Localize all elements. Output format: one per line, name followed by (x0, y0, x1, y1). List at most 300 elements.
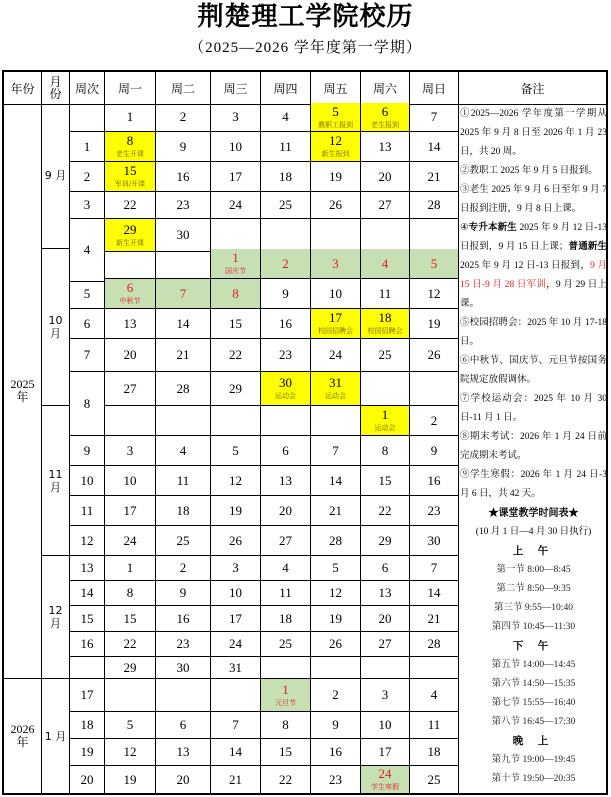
day-number: 12 (123, 744, 137, 759)
day-number: 29 (123, 659, 137, 675)
day-number: 2 (430, 412, 438, 428)
day-number: 25 (427, 771, 441, 787)
day-number: 2 (179, 560, 187, 575)
day-cell (105, 279, 156, 309)
day-cell (261, 606, 311, 632)
day-number: 1 (381, 407, 389, 422)
day-number: 27 (279, 532, 292, 548)
day-cell (361, 192, 410, 219)
week-number-label: 3 (83, 197, 91, 212)
day-cell (211, 581, 261, 606)
day-number: 26 (329, 197, 342, 212)
day-number: 23 (176, 636, 190, 651)
week-number (70, 766, 105, 793)
week-number (70, 309, 105, 339)
day-number: 1 (232, 250, 239, 265)
day-event-label: 老生开课 (116, 150, 144, 158)
day-cell (311, 436, 361, 466)
day-number: 17 (123, 502, 137, 518)
month-oct (42, 249, 70, 406)
day-cell (105, 339, 156, 372)
day-cell (311, 526, 361, 556)
month-dec-label: 12 月 (48, 604, 63, 630)
day-cell (410, 466, 459, 496)
day-cell (410, 526, 459, 556)
day-number: 8 (126, 133, 134, 148)
week-number-label: 14 (80, 585, 94, 600)
day-number: 25 (176, 532, 190, 548)
day-cell (211, 657, 261, 679)
day-number: 19 (229, 502, 242, 518)
period-10: 第十节 19:50—20:35 (491, 774, 576, 784)
day-cell (211, 466, 261, 496)
day-number: 22 (229, 347, 242, 362)
period-3: 第三节 9:55—10:40 (494, 603, 573, 613)
day-cell (105, 606, 156, 632)
week-number-label: 5 (83, 285, 91, 301)
day-number: 18 (427, 744, 441, 759)
day-cell (156, 279, 211, 309)
day-cell (105, 192, 156, 219)
day-number: 21 (176, 347, 190, 362)
day-cell (211, 132, 261, 162)
day-cell (211, 279, 261, 309)
day-cell (261, 632, 311, 657)
day-cell (361, 279, 410, 309)
day-number: 4 (381, 255, 389, 271)
day-number: 12 (329, 585, 342, 600)
day-event-label: 老生报到 (371, 120, 399, 129)
day-cell (261, 279, 311, 309)
day-cell (361, 712, 410, 739)
day-cell (410, 372, 459, 406)
day-number: 19 (123, 771, 137, 787)
day-cell (311, 162, 361, 192)
schedule-title: ★课堂教学时间表★ (488, 508, 579, 519)
day-cell (361, 526, 410, 556)
day-number: 1 (282, 681, 289, 697)
day-cell (261, 496, 311, 526)
day-cell (211, 606, 261, 632)
day-cell (261, 766, 311, 793)
day-event-label: 国庆节 (225, 267, 246, 275)
day-number: 5 (232, 442, 239, 458)
day-event-label: 军训/开课 (114, 180, 146, 188)
day-number: 4 (179, 442, 187, 458)
day-cell (156, 556, 211, 581)
header-notes: 备注 (459, 72, 606, 105)
day-cell (261, 556, 311, 581)
day-number: 20 (123, 347, 137, 362)
day-cell (156, 219, 211, 252)
week-number-label: 6 (83, 315, 91, 331)
day-cell (105, 309, 156, 339)
day-number: 11 (378, 285, 392, 301)
day-number: 9 (332, 717, 339, 732)
day-cell (311, 657, 361, 679)
day-cell (361, 219, 410, 252)
day-cell (410, 766, 459, 793)
day-number: 11 (279, 585, 292, 600)
week-number (70, 679, 105, 712)
day-number: 6 (179, 717, 187, 732)
day-cell (361, 581, 410, 606)
day-cell (410, 556, 459, 581)
day-number: 6 (126, 280, 134, 295)
week-number-label: 1 (83, 138, 91, 154)
day-event-label: 校园招聘会 (318, 327, 353, 335)
header-thu: 周四 (261, 72, 311, 105)
day-cell (156, 632, 211, 657)
day-cell (105, 657, 156, 679)
month-nov (42, 406, 70, 556)
week-number (70, 103, 105, 132)
day-number: 21 (427, 610, 441, 626)
day-cell (156, 581, 211, 606)
day-cell (261, 339, 311, 372)
day-number: 15 (229, 315, 242, 331)
day-number: 14 (427, 138, 441, 154)
day-number: 16 (427, 472, 441, 488)
day-number: 11 (279, 138, 292, 154)
day-number: 4 (430, 687, 438, 702)
day-number: 16 (176, 168, 190, 184)
day-number: 13 (378, 138, 392, 154)
day-cell (105, 103, 156, 132)
day-number: 30 (176, 659, 190, 675)
day-cell (211, 679, 261, 712)
day-number: 14 (427, 585, 441, 600)
day-cell (156, 339, 211, 372)
day-cell (211, 339, 261, 372)
day-number: 13 (279, 472, 292, 488)
week-number (70, 372, 105, 436)
day-cell (105, 372, 156, 406)
day-cell (311, 406, 361, 436)
day-cell (156, 309, 211, 339)
day-cell (261, 132, 311, 162)
week-number (70, 279, 105, 309)
header-year: 年份 (4, 72, 42, 105)
day-cell (361, 556, 410, 581)
day-cell (105, 162, 156, 192)
day-cell (105, 406, 156, 436)
period-7: 第七节 15:55—16:40 (491, 698, 576, 708)
day-number: 21 (427, 168, 441, 184)
week-number-label: 15 (80, 610, 94, 626)
day-cell (361, 309, 410, 339)
day-cell (410, 162, 459, 192)
day-number: 9 (282, 285, 289, 301)
period-1: 第一节 8:00—8:45 (496, 565, 571, 575)
week-number (70, 162, 105, 192)
day-number: 22 (378, 502, 392, 518)
period-4: 第四节 10:45—11:30 (491, 622, 576, 632)
day-number: 26 (427, 347, 441, 362)
page-subtitle: （2025—2026 学年度第一学期） (189, 40, 422, 56)
day-cell (311, 679, 361, 712)
day-cell (410, 581, 459, 606)
day-number: 30 (279, 375, 292, 390)
year-2026 (4, 679, 42, 793)
week-number (70, 632, 105, 657)
day-number: 4 (282, 109, 289, 124)
day-event-label: 教职工报到 (318, 120, 353, 129)
day-number: 26 (229, 532, 242, 548)
day-number: 13 (176, 744, 190, 759)
day-cell (211, 739, 261, 766)
day-number: 12 (427, 285, 441, 301)
day-cell (105, 632, 156, 657)
day-cell (311, 192, 361, 219)
header-sun: 周日 (410, 72, 459, 105)
week-number-label: 11 (80, 502, 94, 518)
day-cell (261, 219, 311, 252)
day-number: 23 (176, 197, 190, 212)
day-cell (410, 339, 459, 372)
day-cell (311, 739, 361, 766)
header-tue: 周二 (156, 72, 211, 105)
header-sat: 周六 (361, 72, 410, 105)
day-number: 22 (279, 771, 292, 787)
day-cell (311, 466, 361, 496)
day-number: 7 (332, 442, 339, 458)
day-cell (410, 279, 459, 309)
day-number: 11 (427, 717, 441, 732)
day-cell (105, 679, 156, 712)
day-cell (311, 632, 361, 657)
period-6: 第六节 14:50—15:35 (491, 679, 576, 689)
note-1: ①2025—2026 学年度第一学期从 2025 年 9 月 8 日至 2026 年 1 月 23 日，共 20 周。 (460, 109, 607, 157)
period-2: 第二节 8:50—9:35 (496, 584, 571, 594)
day-event-label: 运动会 (275, 392, 296, 400)
day-number: 21 (329, 502, 342, 518)
week-number (70, 556, 105, 581)
day-cell (311, 712, 361, 739)
day-number: 19 (329, 610, 342, 626)
day-event-label: 运动会 (374, 424, 396, 432)
day-cell (156, 192, 211, 219)
day-number: 26 (329, 636, 342, 651)
section-morning: 上 午 (512, 546, 555, 557)
day-number: 28 (427, 636, 441, 651)
day-cell (311, 103, 361, 132)
day-number: 9 (179, 138, 187, 154)
day-cell (261, 103, 311, 132)
day-number: 24 (229, 636, 242, 651)
note-4: ④专升本新生 2025 年 9 月 12 日-13 日报到，9 月 15 日上课；普通新生 2025 年 9 月 12 日-13 日报到，9 月 15 日-9 月 28 日军训，9 月 29 日上课。 (460, 223, 607, 309)
day-number: 14 (329, 472, 342, 488)
week-number-label: 2 (83, 168, 91, 184)
day-number: 14 (176, 315, 190, 331)
day-event-label: 中秋节 (119, 297, 141, 305)
week-number-label: 16 (80, 636, 94, 651)
day-cell (410, 309, 459, 339)
day-cell (410, 496, 459, 526)
day-number: 10 (329, 285, 342, 301)
day-event-label: 校园招聘会 (367, 327, 403, 335)
day-cell (410, 632, 459, 657)
day-number: 8 (126, 585, 134, 600)
week-number (70, 606, 105, 632)
section-evening: 晚 上 (512, 736, 555, 747)
day-number: 7 (430, 109, 438, 124)
week-number-label: 12 (80, 532, 94, 548)
day-cell (311, 309, 361, 339)
day-cell (361, 372, 410, 406)
day-cell (211, 632, 261, 657)
day-number: 17 (229, 610, 242, 626)
day-number: 23 (427, 502, 441, 518)
header-month-label: 月份 (49, 75, 62, 101)
day-number: 19 (427, 315, 441, 331)
day-cell (261, 712, 311, 739)
week-number-label: 10 (80, 472, 94, 488)
day-cell (261, 466, 311, 496)
note-9: ⑨学生寒假：2026 年 1 月 24 日-3 月 6 日，共 42 天。 (460, 470, 607, 499)
day-cell (261, 372, 311, 406)
day-number: 2 (332, 687, 339, 702)
day-number: 1 (126, 560, 134, 575)
day-cell (156, 496, 211, 526)
day-cell (261, 526, 311, 556)
month-jan-label: 1 月 (44, 729, 67, 743)
notes-panel (459, 105, 608, 795)
month-jan (42, 679, 70, 793)
day-cell (361, 339, 410, 372)
week-number (70, 581, 105, 606)
day-cell (410, 406, 459, 436)
day-cell (156, 132, 211, 162)
day-number: 6 (381, 560, 389, 575)
day-number: 12 (329, 133, 342, 148)
day-number: 6 (381, 103, 389, 119)
day-number: 15 (378, 472, 392, 488)
day-cell (211, 309, 261, 339)
schedule-range: (10 月 1 日—4 月 30 日执行) (475, 527, 592, 537)
day-cell (156, 657, 211, 679)
day-cell (410, 249, 459, 279)
day-cell (105, 739, 156, 766)
period-9: 第九节 19:00—19:45 (491, 755, 576, 765)
day-cell (211, 249, 261, 279)
day-cell (311, 496, 361, 526)
week-number (70, 739, 105, 766)
day-number: 18 (279, 610, 292, 626)
day-cell (261, 406, 311, 436)
day-number: 21 (229, 771, 242, 787)
day-number: 24 (123, 532, 137, 548)
day-cell (410, 606, 459, 632)
day-cell (156, 162, 211, 192)
day-number: 24 (329, 347, 342, 362)
day-cell (361, 496, 410, 526)
day-cell (311, 132, 361, 162)
day-number: 3 (232, 109, 239, 124)
week-number (70, 466, 105, 496)
day-number: 11 (176, 472, 190, 488)
day-number: 29 (229, 380, 242, 396)
day-cell (361, 436, 410, 466)
month-nov-label: 11 月 (48, 467, 63, 494)
week-number-label: 8 (83, 395, 91, 411)
day-number: 5 (126, 717, 134, 732)
note-6: ⑥中秋节、国庆节、元旦节按国务院规定放假调休。 (460, 356, 607, 385)
week-number-label: 9 (83, 442, 91, 458)
day-cell (361, 739, 410, 766)
day-number: 3 (126, 442, 134, 458)
day-cell (361, 466, 410, 496)
day-cell (156, 606, 211, 632)
day-cell (156, 406, 211, 436)
day-cell (211, 406, 261, 436)
day-number: 10 (229, 138, 242, 154)
day-cell (211, 162, 261, 192)
day-cell (261, 192, 311, 219)
day-cell (311, 556, 361, 581)
day-event-label: 元旦节 (275, 698, 296, 707)
day-cell (410, 103, 459, 132)
day-number: 20 (176, 771, 190, 787)
day-cell (410, 436, 459, 466)
day-number: 18 (378, 310, 392, 325)
day-cell (361, 406, 410, 436)
day-cell (261, 436, 311, 466)
day-cell (105, 436, 156, 466)
day-cell (105, 496, 156, 526)
day-cell (311, 219, 361, 252)
day-number: 3 (381, 687, 389, 702)
day-cell (261, 679, 311, 712)
day-cell (261, 581, 311, 606)
day-number: 5 (430, 255, 438, 271)
day-number: 31 (229, 659, 242, 675)
day-cell (211, 103, 261, 132)
day-number: 25 (279, 197, 292, 212)
day-cell (156, 372, 211, 406)
day-cell (410, 192, 459, 219)
day-number: 16 (176, 610, 190, 626)
day-number: 22 (123, 636, 137, 651)
day-cell (261, 739, 311, 766)
day-number: 29 (123, 221, 137, 237)
day-cell (211, 372, 261, 406)
day-cell (156, 466, 211, 496)
day-number: 14 (229, 744, 242, 759)
day-event-label: 新生报到 (321, 150, 350, 158)
note-8: ⑧期末考试：2026 年 1 月 24 日前完成期末考试。 (460, 432, 607, 461)
day-cell (211, 556, 261, 581)
day-cell (156, 436, 211, 466)
day-number: 7 (179, 285, 187, 301)
day-cell (105, 219, 156, 252)
day-cell (410, 132, 459, 162)
day-cell (361, 132, 410, 162)
day-number: 18 (279, 168, 292, 184)
day-cell (211, 766, 261, 793)
day-number: 25 (279, 636, 292, 651)
day-cell (361, 103, 410, 132)
day-cell (156, 526, 211, 556)
day-cell (311, 581, 361, 606)
day-cell (211, 712, 261, 739)
day-number: 20 (279, 502, 292, 518)
day-number: 10 (123, 472, 137, 488)
day-cell (105, 249, 156, 279)
day-number: 16 (279, 315, 292, 331)
day-cell (211, 436, 261, 466)
day-number: 1 (126, 109, 134, 124)
